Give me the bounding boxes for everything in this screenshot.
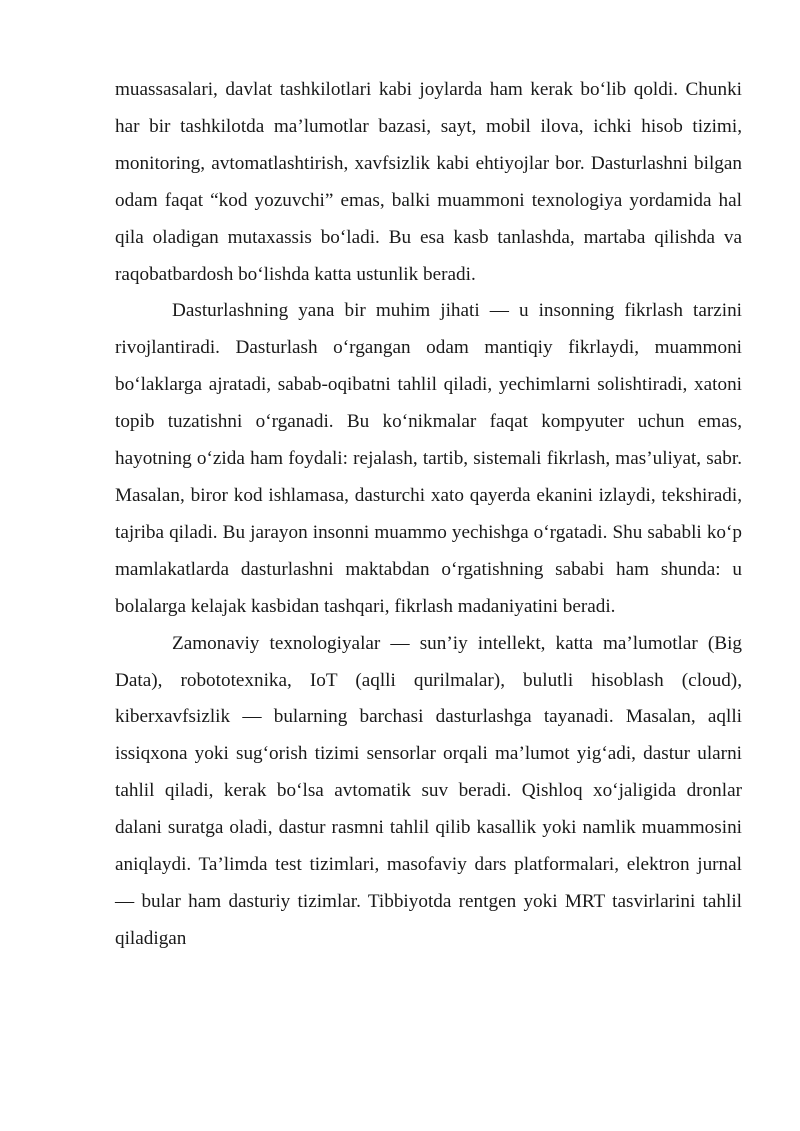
paragraph-2: Dasturlashning yana bir muhim jihati — u insonning fikrlash tarzini rivojlantiradi. Dasturlash o‘rgangan odam mantiqiy fikrlaydi, muammoni bo‘laklarga ajratadi, sabab-oqibatni tahlil qiladi, yechimlarni solishtiradi, xatoni topib tuzatishni o‘rganadi. Bu ko‘nikmalar faqat kompyuter uchun emas, hayotning o‘zida ham foydali: rejalash, tartib, sistemali fikrlash, mas’uliyat, sabr. Masalan, biror kod ishlamasa, dasturchi xato qayerda ekanini izlaydi, tekshiradi, tajriba qiladi. Bu jarayon insonni muammo yechishga o‘rgatadi. Shu sababli ko‘p mamlakatlarda dasturlashni maktabdan o‘rgatishning sababi ham shunda: u bolalarga kelajak kasbidan tashqari, fikrlash madaniyatini beradi.	[115, 300, 742, 617]
paragraph-1: muassasalari, davlat tashkilotlari kabi joylarda ham kerak bo‘lib qoldi. Chunki har bir tashkilotda ma’lumotlar bazasi, sayt, mobil ilova, ichki hisob tizimi, monitoring, avtomatlashtirish, xavfsizlik kabi ehtiyojlar bor. Dasturlashni bilgan odam faqat “kod yozuvchi” emas, balki muammoni texnologiya yordamida hal qila oladigan mutaxassis bo‘ladi. Bu esa kasb tanlashda, martaba qilishda va raqobatbardosh bo‘lishda katta ustunlik beradi.	[115, 79, 742, 285]
body-text	[115, 72, 742, 958]
paragraph-3: Zamonaviy texnologiyalar — sun’iy intellekt, katta ma’lumotlar (Big Data), robototexnika, IoT (aqlli qurilmalar), bulutli hisoblash (cloud), kiberxavfsizlik — bularning barchasi dasturlashga tayanadi. Masalan, aqlli issiqxona yoki sug‘orish tizimi sensorlar orqali ma’lumot yig‘adi, dastur ularni tahlil qiladi, kerak bo‘lsa avtomatik suv beradi. Qishloq xo‘jaligida dronlar dalani suratga oladi, dastur rasmni tahlil qilib kasallik yoki namlik muammosini aniqlaydi. Ta’limda test tizimlari, masofaviy dars platformalari, elektron jurnal — bular ham dasturiy tizimlar. Tibbiyotda rentgen yoki MRT tasvirlarini tahlil qiladigan	[115, 632, 742, 949]
